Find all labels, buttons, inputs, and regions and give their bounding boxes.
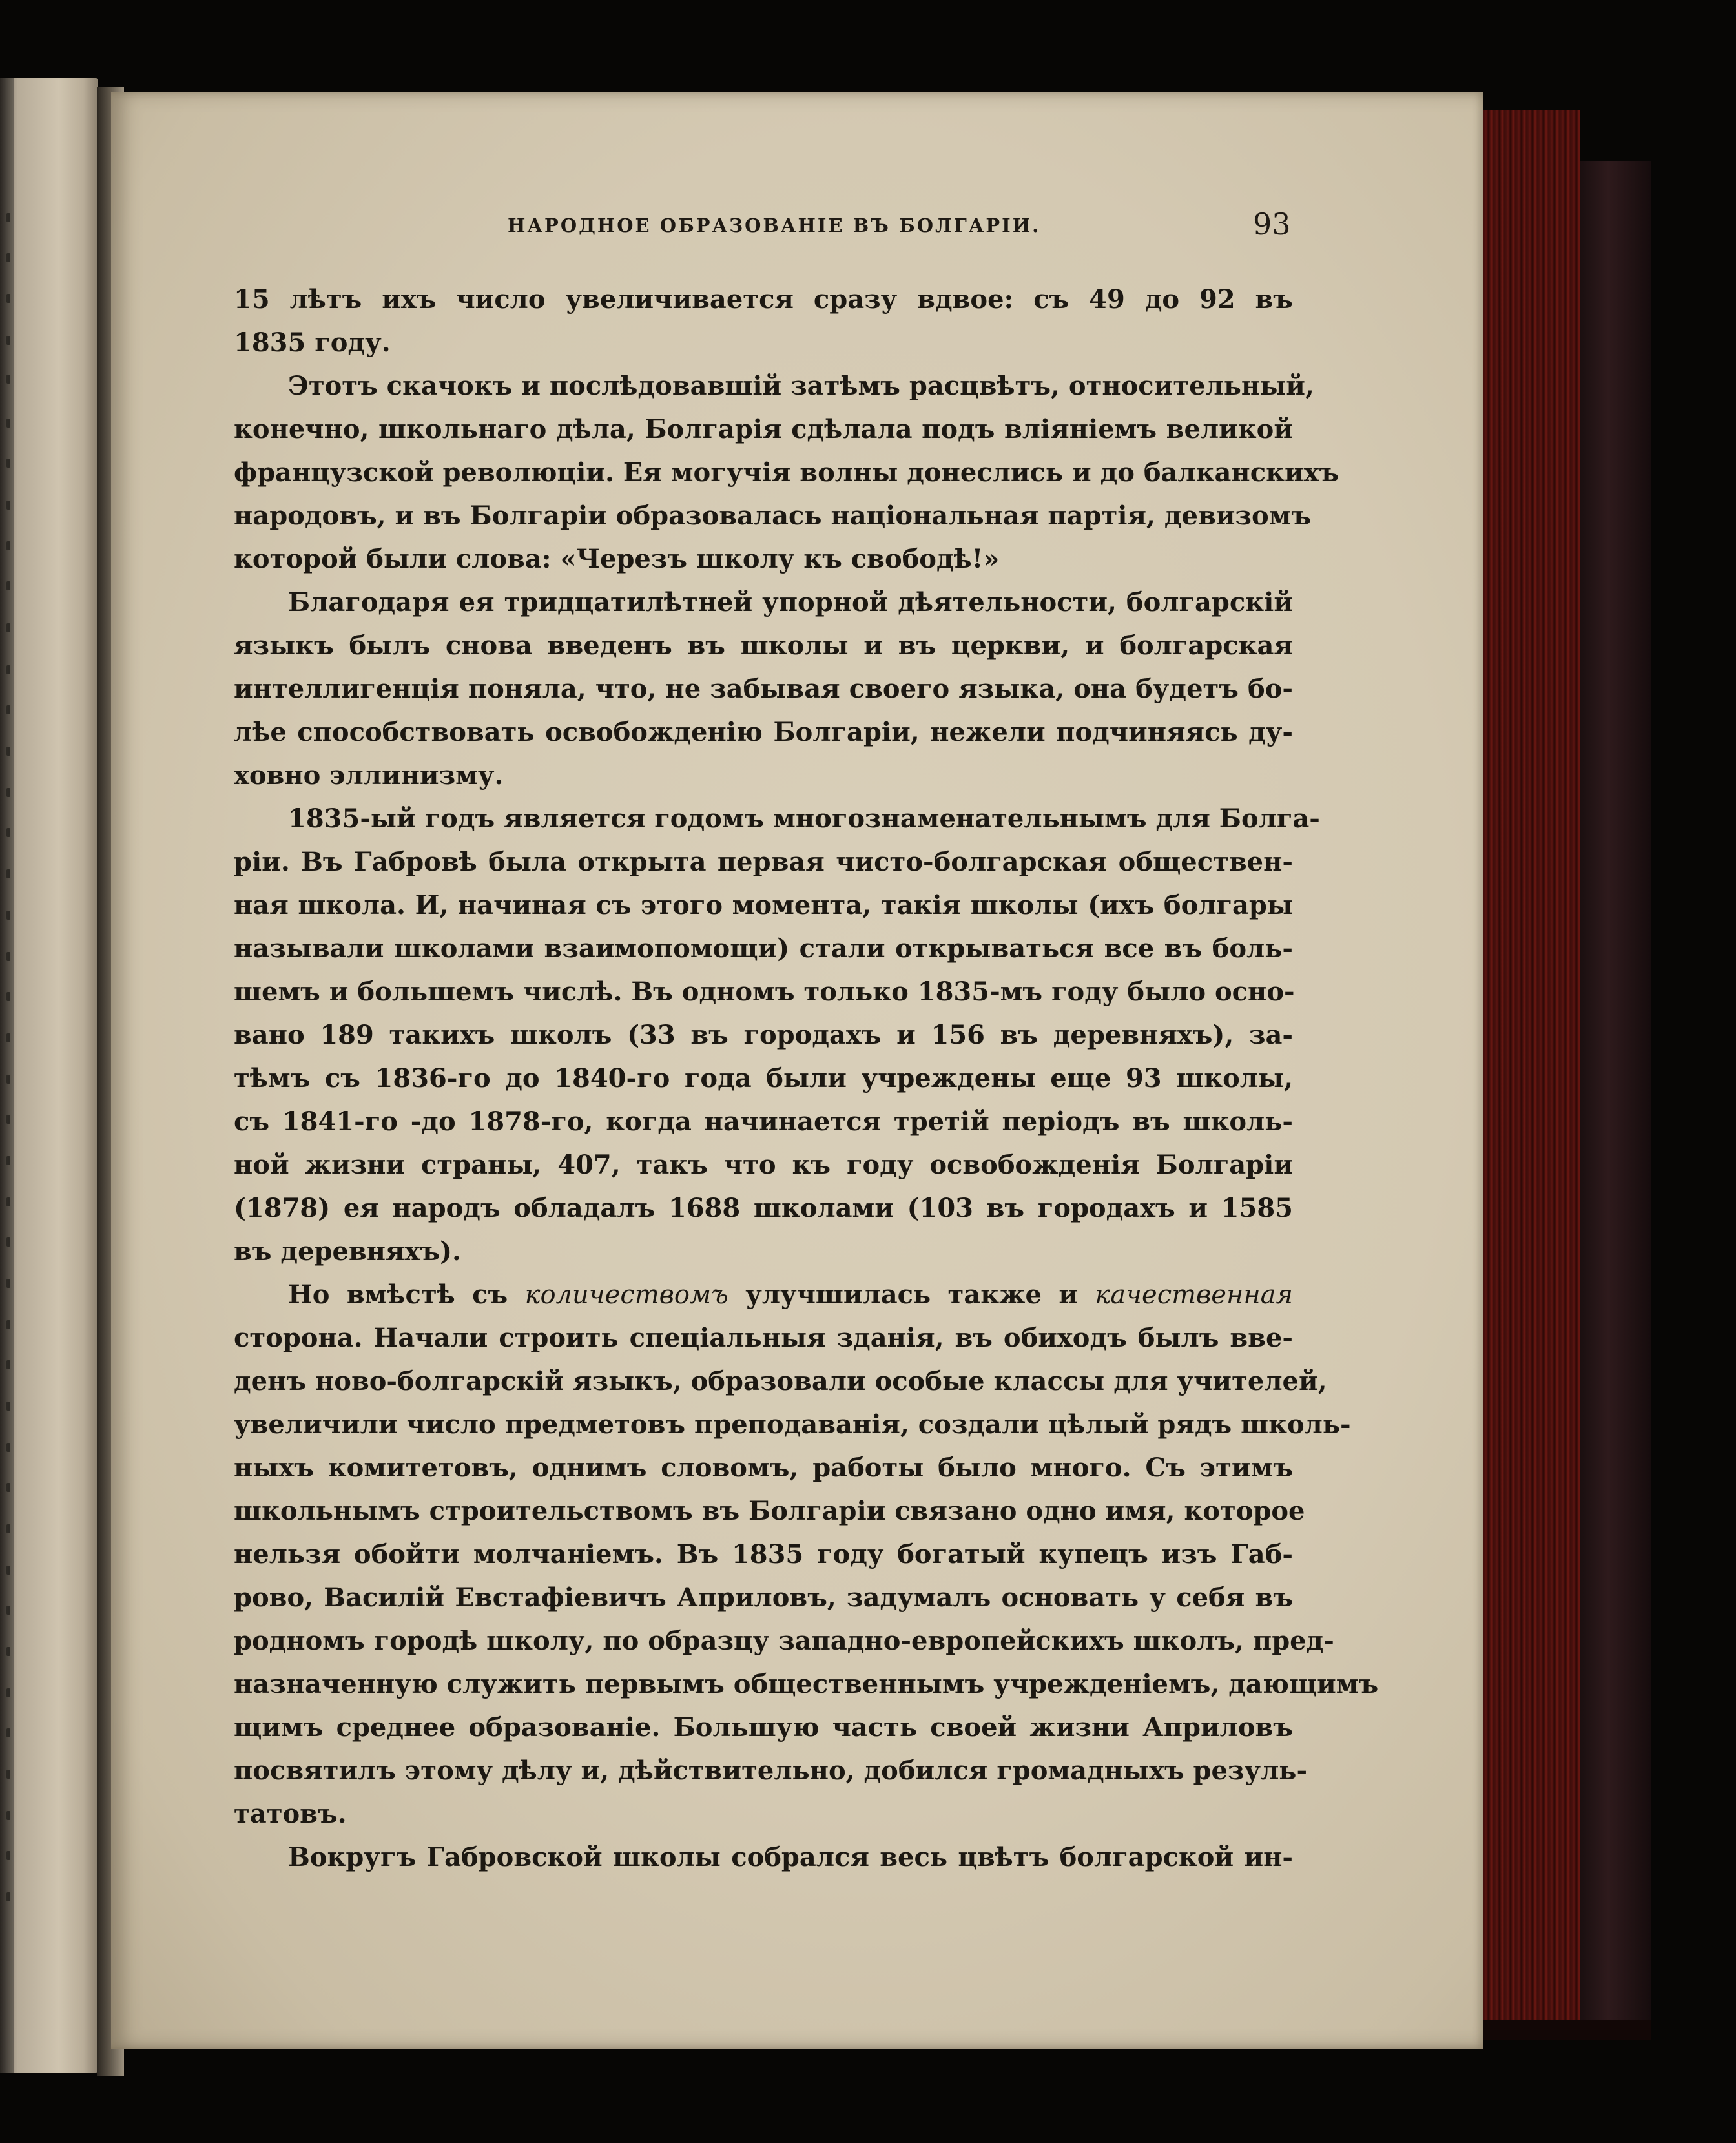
text-line: (1878) ея народъ обладалъ 1688 школами (103 въ городахъ и 1585 <box>234 1193 1293 1223</box>
text-line: денъ ново-болгарскій языкъ, образовали особые классы для учителей, <box>234 1366 1327 1396</box>
previous-page-text-bleed <box>3 213 16 1957</box>
text-line: щимъ среднее образованіе. Большую часть своей жизни Априловъ <box>234 1712 1293 1743</box>
text-line: ныхъ комитетовъ, однимъ словомъ, работы было много. Съ этимъ <box>234 1453 1293 1483</box>
text-line: интеллигенція поняла, что, не забывая своего языка, она будетъ бо- <box>234 674 1293 704</box>
text-line: ной жизни страны, 407, такъ что къ году освобожденія Болгаріи <box>234 1150 1293 1180</box>
text-line: лѣе способствовать освобожденію Болгаріи, нежели подчиняясь ду- <box>234 717 1293 747</box>
text-line: 1835 году. <box>234 327 391 358</box>
paragraph-start-line: Вокругъ Габровской школы собрался весь цвѣтъ болгарской ин- <box>288 1842 1293 1872</box>
text-line: ріи. Въ Габровѣ была открыта первая чисто-болгарская обществен- <box>234 847 1293 877</box>
text-line: 15 лѣтъ ихъ число увеличивается сразу вдвое: съ 49 до 92 въ <box>234 284 1293 315</box>
body-text <box>234 278 1379 1879</box>
paragraph-start-line: 1835-ый годъ является годомъ многознаменательнымъ для Болга- <box>288 803 1320 834</box>
paragraph-start-line: Благодаря ея тридцатилѣтней упорной дѣятельности, болгарскій <box>288 587 1293 617</box>
text-line: ховно эллинизму. <box>234 760 504 791</box>
paragraph-start-line <box>234 1273 1293 1316</box>
text-line: сторона. Начали строить спеціальныя зданія, въ обиходъ былъ вве- <box>234 1323 1293 1353</box>
italic-run: количествомъ <box>524 1280 728 1310</box>
text-line: родномъ городѣ школу, по образцу западно-европейскихъ школъ, пред- <box>234 1626 1334 1656</box>
text-line: ная школа. И, начиная съ этого момента, такія школы (ихъ болгары <box>234 890 1293 920</box>
text-line: вано 189 такихъ школъ (33 въ городахъ и 156 въ деревняхъ), за- <box>234 1020 1293 1050</box>
text-line: тѣмъ съ 1836-го до 1840-го года были учреждены еще 93 школы, <box>234 1063 1293 1093</box>
text-line: въ деревняхъ). <box>234 1236 461 1267</box>
text-line: назначенную служить первымъ общественнымъ учрежденіемъ, дающимъ <box>234 1669 1379 1699</box>
text-line: французской революціи. Ея могучія волны донеслись и до балканскихъ <box>234 457 1339 488</box>
running-title: НАРОДНОЕ ОБРАЗОВАНІЕ ВЪ БОЛГАРІИ. <box>508 214 1041 236</box>
text-line: посвятилъ этому дѣлу и, дѣйствительно, добился громадныхъ резуль- <box>234 1755 1308 1786</box>
text-line: школьнымъ строительствомъ въ Болгаріи связано одно имя, которое <box>234 1496 1305 1526</box>
text-line: конечно, школьнаго дѣла, Болгарія сдѣлала подъ вліяніемъ великой <box>234 414 1293 444</box>
paragraph-start-line: Этотъ скачокъ и послѣдовавшій затѣмъ расцвѣтъ, относительный, <box>288 371 1314 401</box>
book-cover-bottom <box>1483 2020 1651 2040</box>
text-line: которой были слова: «Черезъ школу къ свободѣ!» <box>234 544 1000 574</box>
red-page-edges <box>1483 110 1580 2022</box>
text-line: увеличили число предметовъ преподаванія, создали цѣлый рядъ школь- <box>234 1409 1351 1440</box>
text-line: языкъ былъ снова введенъ въ школы и въ церкви, и болгарская <box>234 630 1293 661</box>
text-line: народовъ, и въ Болгаріи образовалась національная партія, девизомъ <box>234 501 1312 531</box>
text-line: татовъ. <box>234 1799 347 1829</box>
text-line: рово, Василій Евстафіевичъ Априловъ, задумалъ основать у себя въ <box>234 1582 1293 1613</box>
text-line: съ 1841-го -до 1878-го, когда начинается третій періодъ въ школь- <box>234 1106 1293 1137</box>
book-cover <box>1580 161 1651 2022</box>
text-line: нельзя обойти молчаніемъ. Въ 1835 году богатый купецъ изъ Габ- <box>234 1539 1293 1569</box>
italic-run: качественная <box>1095 1280 1294 1310</box>
page-number: 93 <box>1253 207 1291 242</box>
text-run: улучшилась также и <box>728 1279 1095 1310</box>
text-line: называли школами взаимопомощи) стали открываться все въ боль- <box>234 933 1293 964</box>
text-run: Но вмѣстѣ съ <box>288 1279 525 1310</box>
running-header <box>0 207 1736 252</box>
text-line: шемъ и большемъ числѣ. Въ одномъ только 1835-мъ году было осно- <box>234 977 1295 1007</box>
